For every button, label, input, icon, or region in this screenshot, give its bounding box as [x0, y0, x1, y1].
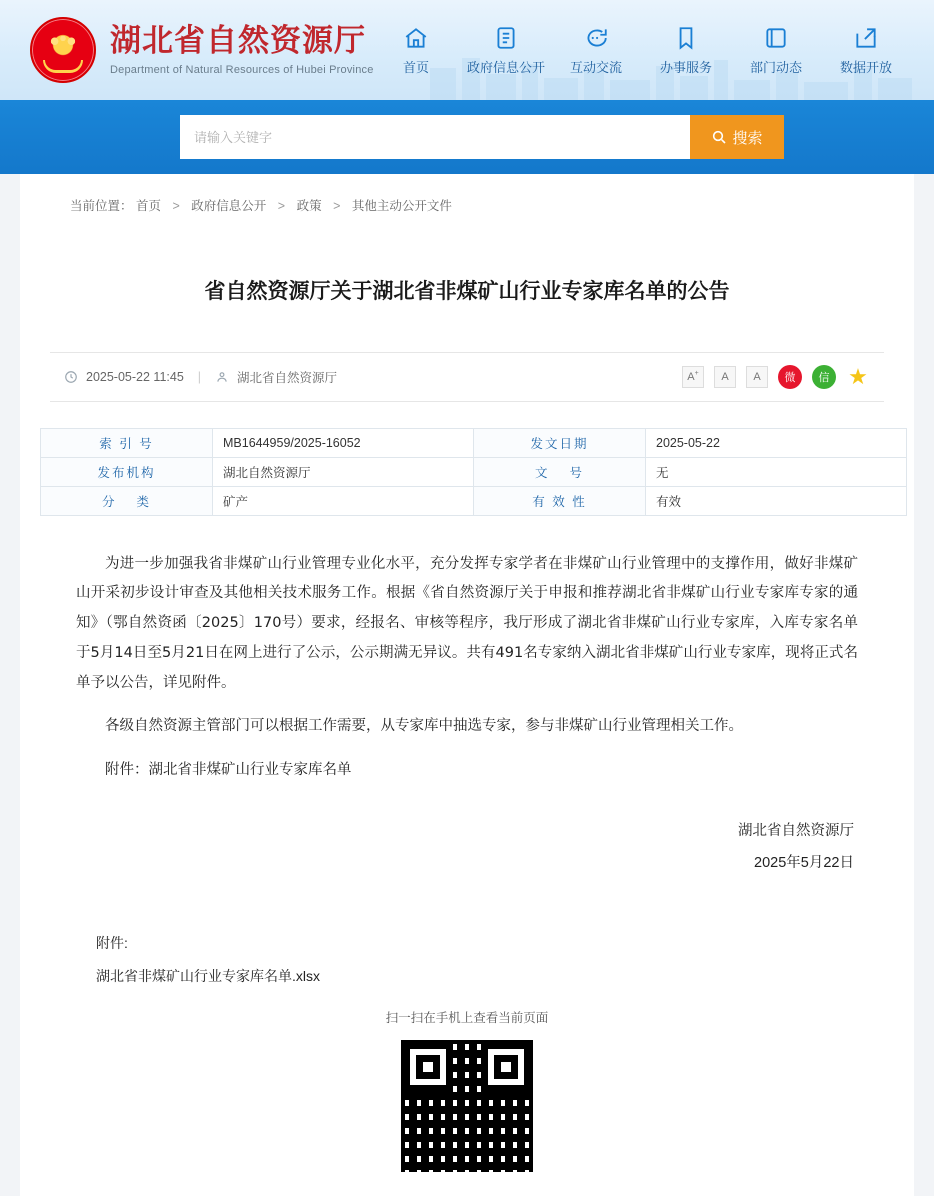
info-label: 发文日期	[474, 428, 646, 457]
info-label: 索 引 号	[41, 428, 213, 457]
page-background	[0, 174, 934, 1196]
chat-icon	[583, 25, 609, 51]
info-value: 无	[646, 457, 907, 486]
document-meta	[50, 352, 884, 402]
page-title: 省自然资源厅关于湖北省非煤矿山行业专家库名单的公告	[204, 280, 730, 304]
share-weibo-icon[interactable]: 微	[778, 365, 802, 389]
nav-item-gov-info[interactable]	[467, 25, 546, 76]
search-button[interactable]	[690, 115, 784, 159]
nav-item-home[interactable]	[382, 25, 450, 76]
attachment-label: 附件:	[96, 934, 128, 951]
share-wechat-icon[interactable]: 信	[812, 365, 836, 389]
qr-section	[40, 994, 894, 1176]
content-card	[20, 174, 914, 1196]
info-value: MB1644959/2025-16052	[213, 428, 474, 457]
nav-label: 数据开放	[839, 59, 892, 75]
national-emblem-icon	[30, 17, 96, 83]
source-icon	[215, 370, 229, 384]
nav-label: 互动交流	[569, 59, 622, 75]
search-icon	[711, 129, 727, 145]
meta-actions	[682, 365, 870, 389]
breadcrumb-item-home[interactable]: 首页	[136, 199, 162, 213]
site-header	[0, 0, 934, 100]
breadcrumb-item-other-docs[interactable]: 其他主动公开文件	[351, 199, 452, 213]
article-body	[40, 516, 894, 786]
attachment-section	[40, 881, 894, 994]
site-title-block	[110, 24, 374, 75]
search-bar	[0, 100, 934, 174]
publish-date	[64, 370, 184, 384]
font-size-medium-button[interactable]: A	[714, 366, 736, 388]
breadcrumb-item-gov-info[interactable]: 政府信息公开	[191, 199, 267, 213]
info-value: 湖北自然资源厅	[213, 457, 474, 486]
site-title-cn: 湖北省自然资源厅	[110, 23, 366, 60]
nav-label: 办事服务	[659, 59, 712, 75]
font-size-large-button[interactable]: A +	[682, 366, 704, 388]
qr-code-image	[397, 1036, 537, 1176]
info-label: 发布机构	[41, 457, 213, 486]
clock-icon	[64, 370, 78, 384]
data-share-icon	[853, 25, 879, 51]
nav-item-open-data[interactable]	[832, 25, 900, 76]
info-label: 有 效 性	[474, 486, 646, 515]
publish-date-text: 2025-05-22 11:45	[86, 369, 184, 384]
signature-organization: 湖北省自然资源厅	[738, 822, 854, 839]
article-paragraph: 各级自然资源主管部门可以根据工作需要，从专家库中抽选专家，参与非煤矿山行业管理相关工作。	[105, 718, 743, 735]
breadcrumb-separator: >	[172, 199, 180, 213]
meta-divider: |	[197, 369, 202, 384]
site-title-en: Department of Natural Resources of Hubei Province	[110, 63, 374, 76]
search-button-label: 搜索	[732, 129, 763, 147]
table-row	[41, 428, 907, 457]
qr-tip-text: 扫一扫在手机上查看当前页面	[385, 1010, 549, 1025]
news-icon	[763, 25, 789, 51]
nav-item-news[interactable]	[742, 25, 810, 76]
document-info-table	[40, 428, 907, 516]
main-nav	[382, 25, 900, 76]
signature-block	[40, 816, 854, 879]
document-source-text: 湖北省自然资源厅	[237, 370, 338, 385]
document-source	[215, 368, 337, 386]
nav-label: 政府信息公开	[467, 59, 546, 75]
nav-item-interaction[interactable]	[562, 25, 630, 76]
breadcrumb-separator: >	[333, 199, 341, 213]
article-paragraph: 为进一步加强我省非煤矿山行业管理专业化水平，充分发挥专家学者在非煤矿山行业管理中的支撑作用，做好非煤矿山开采初步设计审查及其他相关技术服务工作。根据《省自然资源厅关于申报和推荐湖北省非煤矿山行业专家库专家的通知》（鄂自然资函〔2025〕170号）要求，经报名、审核等程序，我厅形成了湖北省非煤矿山行业专家库，入库专家名单于5月14日至5月21日在网上进行了公示，公示期满无异议。共有491名专家纳入湖北省非煤矿山行业专家库，现将正式名单予以公告，详见附件。	[76, 555, 858, 691]
bookmark-icon	[673, 25, 699, 51]
favorite-star-icon[interactable]: ★	[848, 363, 868, 389]
home-icon	[403, 25, 429, 51]
info-label: 文 号	[474, 457, 646, 486]
search-wrapper	[180, 115, 784, 159]
info-label: 分 类	[41, 486, 213, 515]
document-icon	[493, 25, 519, 51]
signature-date: 2025年5月22日	[754, 855, 854, 872]
info-value: 2025-05-22	[646, 428, 907, 457]
breadcrumb-separator: >	[277, 199, 286, 213]
breadcrumb	[40, 174, 894, 234]
table-row	[41, 486, 907, 515]
breadcrumb-item-policy[interactable]: 政策	[296, 199, 322, 213]
search-input[interactable]	[180, 115, 690, 159]
table-row	[41, 457, 907, 486]
nav-label: 部门动态	[749, 59, 802, 75]
attachment-file-link[interactable]: 湖北省非煤矿山行业专家库名单.xlsx	[96, 968, 320, 985]
breadcrumb-prefix: 当前位置：	[70, 199, 133, 213]
nav-label: 首页	[402, 59, 429, 75]
info-value: 矿产	[213, 486, 474, 515]
info-value: 有效	[646, 486, 907, 515]
nav-item-services[interactable]	[652, 25, 720, 76]
article-attachment-note: 附件：湖北省非煤矿山行业专家库名单	[105, 761, 352, 778]
font-size-small-button[interactable]: A	[746, 366, 768, 388]
